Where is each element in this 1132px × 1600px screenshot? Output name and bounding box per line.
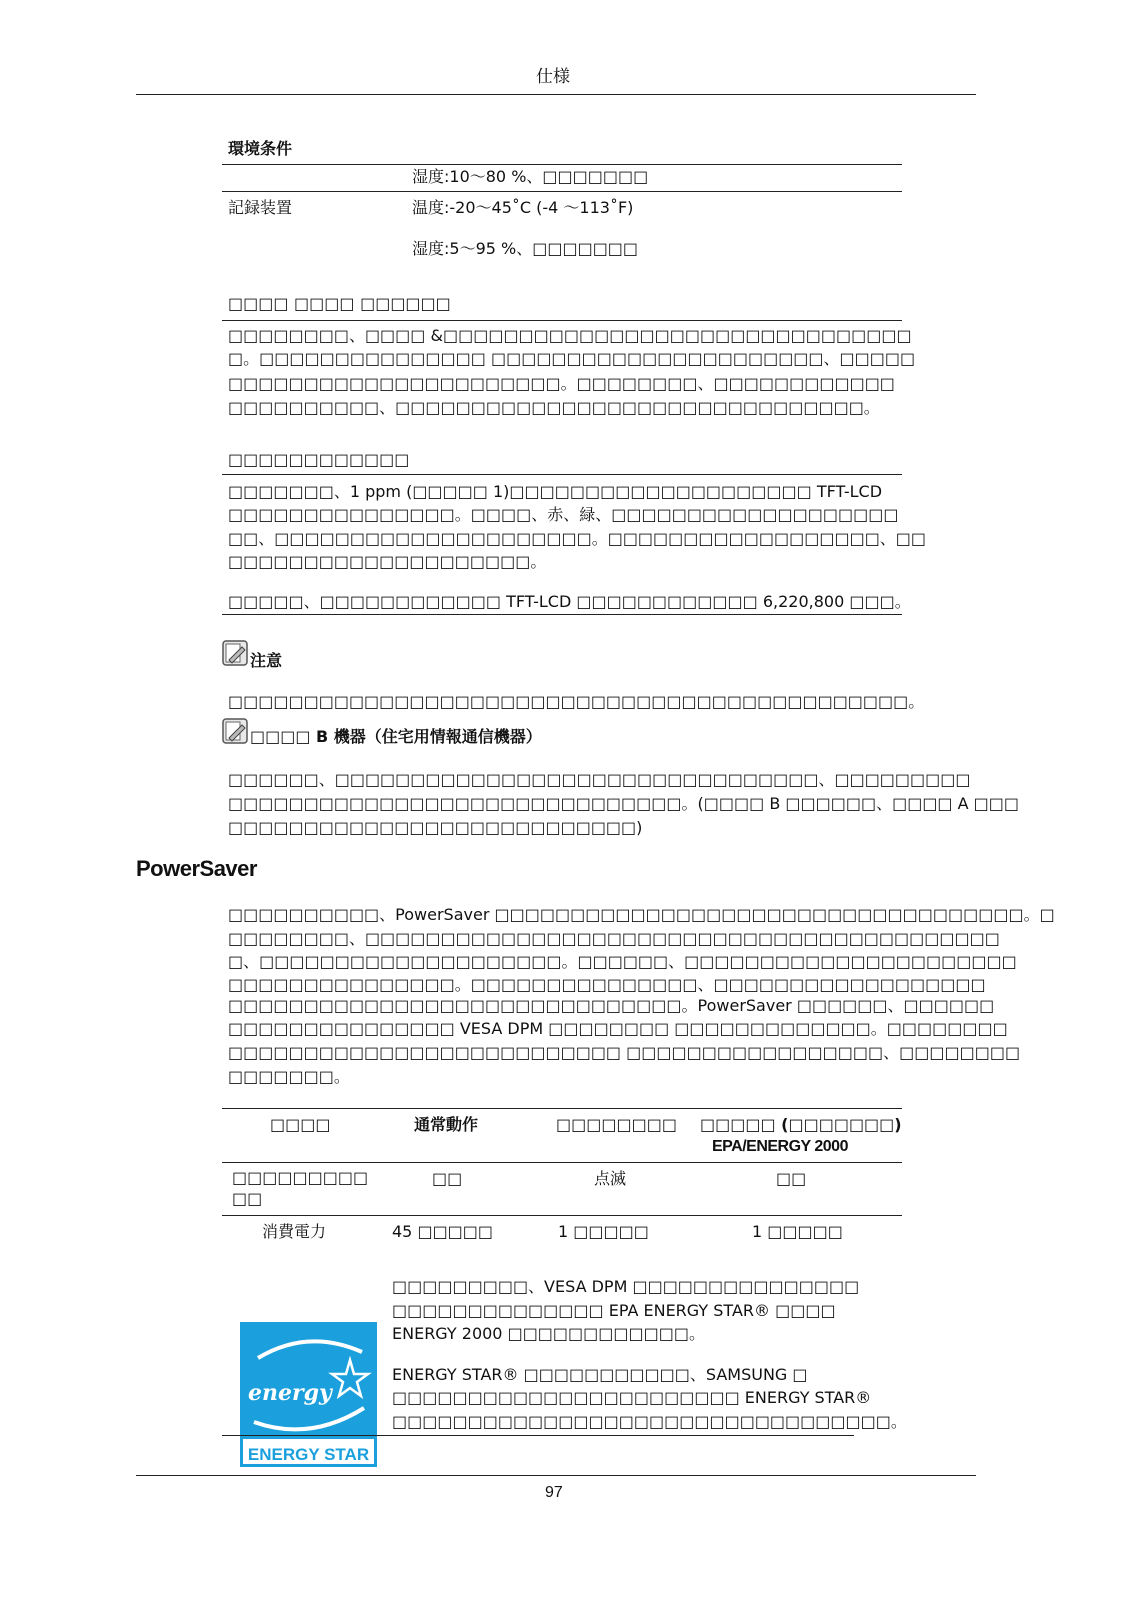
powersaver-line: □□□□□□□□、□□□□□□□□□□□□□□□□□□□□□□□□□□□□□□□□□□□□□□□□□□ — [228, 929, 1000, 948]
storage-label: 記録装置 — [228, 198, 293, 217]
dot-policy-rule-bottom — [222, 614, 902, 615]
energy-script-text: energy — [248, 1380, 332, 1406]
note-icon — [222, 640, 248, 666]
power-table-rule-top — [222, 1108, 902, 1109]
class-b-line: □□□□□□□□□□□□□□□□□□□□□□□□□□□□□□。(□□□□ B □□□□□□、□□□□ A □□□ — [228, 794, 1020, 813]
environment-rule-top — [222, 164, 902, 165]
table-cell-power-standby: 1 □□□□□ — [558, 1222, 649, 1241]
energy-star-wordmark: ENERGY STAR — [240, 1436, 377, 1467]
energy-star-line: □□□□□□□□□□□□□□ EPA ENERGY STAR® □□□□ — [392, 1301, 836, 1320]
table-header-off: □□□□□ (□□□□□□□) — [700, 1115, 902, 1134]
powersaver-heading: PowerSaver — [136, 856, 257, 881]
dot-policy-line: □□□□□□□□□□□□□□□□□□□□。 — [228, 552, 547, 571]
class-b-line: □□□□□□、□□□□□□□□□□□□□□□□□□□□□□□□□□□□□□□□、□□□□□□□□□ — [228, 770, 971, 789]
dot-policy-line: □□□□□□□、1 ppm (□□□□□ 1)□□□□□□□□□□□□□□□□□□□□ TFT-LCD — [228, 482, 883, 501]
plug-play-line: □□□□□□□□□□、□□□□□□□□□□□□□□□□□□□□□□□□□□□□□□□。 — [228, 398, 880, 417]
powersaver-line: □□□□□□□□□□□□□□□□□□□□□□□□□□□□□□。PowerSaver □□□□□□、□□□□□□ — [228, 996, 995, 1015]
storage-temperature-value: 温度:-20～45˚C (-4 ～113˚F) — [412, 198, 634, 217]
table-header-standby: □□□□□□□□ — [556, 1115, 677, 1134]
energy-star-rule-bottom — [222, 1435, 854, 1436]
table-cell-indicator-normal: □□ — [432, 1169, 463, 1188]
energy-star-line: □□□□□□□□□□□□□□□□□□□□□□□□□□□□□□□□□。 — [392, 1412, 907, 1431]
table-header-epa: EPA/ENERGY 2000 — [712, 1138, 848, 1155]
class-b-line: □□□□□□□□□□□□□□□□□□□□□□□□□□□) — [228, 818, 643, 837]
environment-rule-mid — [222, 191, 902, 192]
energy-star-line: □□□□□□□□□、VESA DPM □□□□□□□□□□□□□□□ — [392, 1277, 860, 1296]
plug-play-line: □□□□□□□□□□□□□□□□□□□□□□。□□□□□□□□、□□□□□□□□□□□□ — [228, 374, 895, 393]
table-cell-indicator-standby: 点滅 — [594, 1169, 627, 1188]
power-table-rule-mid — [222, 1215, 902, 1216]
dot-policy-line: □□、□□□□□□□□□□□□□□□□□□□□□。□□□□□□□□□□□□□□□□□□、□□ — [228, 529, 927, 548]
pixel-count-line: □□□□□、□□□□□□□□□□□□ TFT-LCD □□□□□□□□□□□□ 6,220,800 □□□。 — [228, 592, 911, 611]
class-b-heading: □□□□ B 機器（住宅用情報通信機器） — [250, 727, 542, 746]
plug-play-rule — [222, 320, 902, 321]
table-cell-power-normal: 45 □□□□□ — [392, 1222, 494, 1241]
header-rule — [136, 94, 976, 95]
powersaver-line: □□□□□□□□□□□□□□□。□□□□□□□□□□□□□□□、□□□□□□□□□□□□□□□□□□ — [228, 975, 986, 994]
power-table-rule-header — [222, 1162, 902, 1163]
page-header-title: 仕様 — [536, 67, 570, 87]
page-number: 97 — [545, 1484, 563, 1501]
energy-star-line: ENERGY STAR® □□□□□□□□□□□、SAMSUNG □ — [392, 1365, 808, 1384]
powersaver-line: □□□□□□□。 — [228, 1067, 350, 1086]
caution-label: 注意 — [250, 651, 283, 670]
table-header-state: □□□□ — [270, 1115, 331, 1134]
table-cell-power-off: 1 □□□□□ — [752, 1222, 843, 1241]
powersaver-line: □、□□□□□□□□□□□□□□□□□□□□。□□□□□□、□□□□□□□□□□□□□□□□□□□□□□ — [228, 952, 1017, 971]
dot-policy-line: □□□□□□□□□□□□□□□。□□□□、赤、緑、□□□□□□□□□□□□□□□□□□□ — [228, 505, 899, 524]
powersaver-line: □□□□□□□□□□□□□□□ VESA DPM □□□□□□□□ □□□□□□□□□□□□□。□□□□□□□□ — [228, 1019, 1008, 1038]
dot-policy-rule — [222, 474, 902, 475]
energy-star-line: ENERGY 2000 □□□□□□□□□□□□。 — [392, 1324, 705, 1343]
environment-humidity-value: 湿度:10～80 %、□□□□□□□ — [412, 167, 649, 186]
energy-star-line: □□□□□□□□□□□□□□□□□□□□□□□ ENERGY STAR® — [392, 1388, 872, 1407]
powersaver-line: □□□□□□□□□□、PowerSaver □□□□□□□□□□□□□□□□□□□□□□□□□□□□□□□□□□□。□ — [228, 905, 1055, 924]
table-cell-power-label: 消費電力 — [262, 1222, 327, 1241]
note-icon — [222, 718, 248, 744]
plug-play-heading: □□□□ □□□□ □□□□□□ — [228, 294, 451, 313]
plug-play-line: □。□□□□□□□□□□□□□□□ □□□□□□□□□□□□□□□□□□□□□□、□□□□□ — [228, 349, 916, 368]
table-header-normal: 通常動作 — [414, 1115, 479, 1134]
powersaver-line: □□□□□□□□□□□□□□□□□□□□□□□□□□ □□□□□□□□□□□□□□□□□、□□□□□□□□ — [228, 1043, 1021, 1062]
environment-heading: 環境条件 — [228, 139, 293, 158]
dot-policy-heading: □□□□□□□□□□□□ — [228, 450, 410, 469]
plug-play-line: □□□□□□□□、□□□□ &□□□□□□□□□□□□□□□□□□□□□□□□□□□□□□□ — [228, 326, 912, 345]
footer-rule — [136, 1475, 976, 1476]
caution-text: □□□□□□□□□□□□□□□□□□□□□□□□□□□□□□□□□□□□□□□□□□□□□。 — [228, 692, 925, 711]
table-cell-indicator-off: □□ — [776, 1169, 807, 1188]
storage-humidity-value: 湿度:5～95 %、□□□□□□□ — [412, 239, 639, 258]
table-cell-indicator-label: □□□□□□□□□ □□ — [232, 1168, 369, 1208]
energy-star-logo — [240, 1322, 377, 1467]
